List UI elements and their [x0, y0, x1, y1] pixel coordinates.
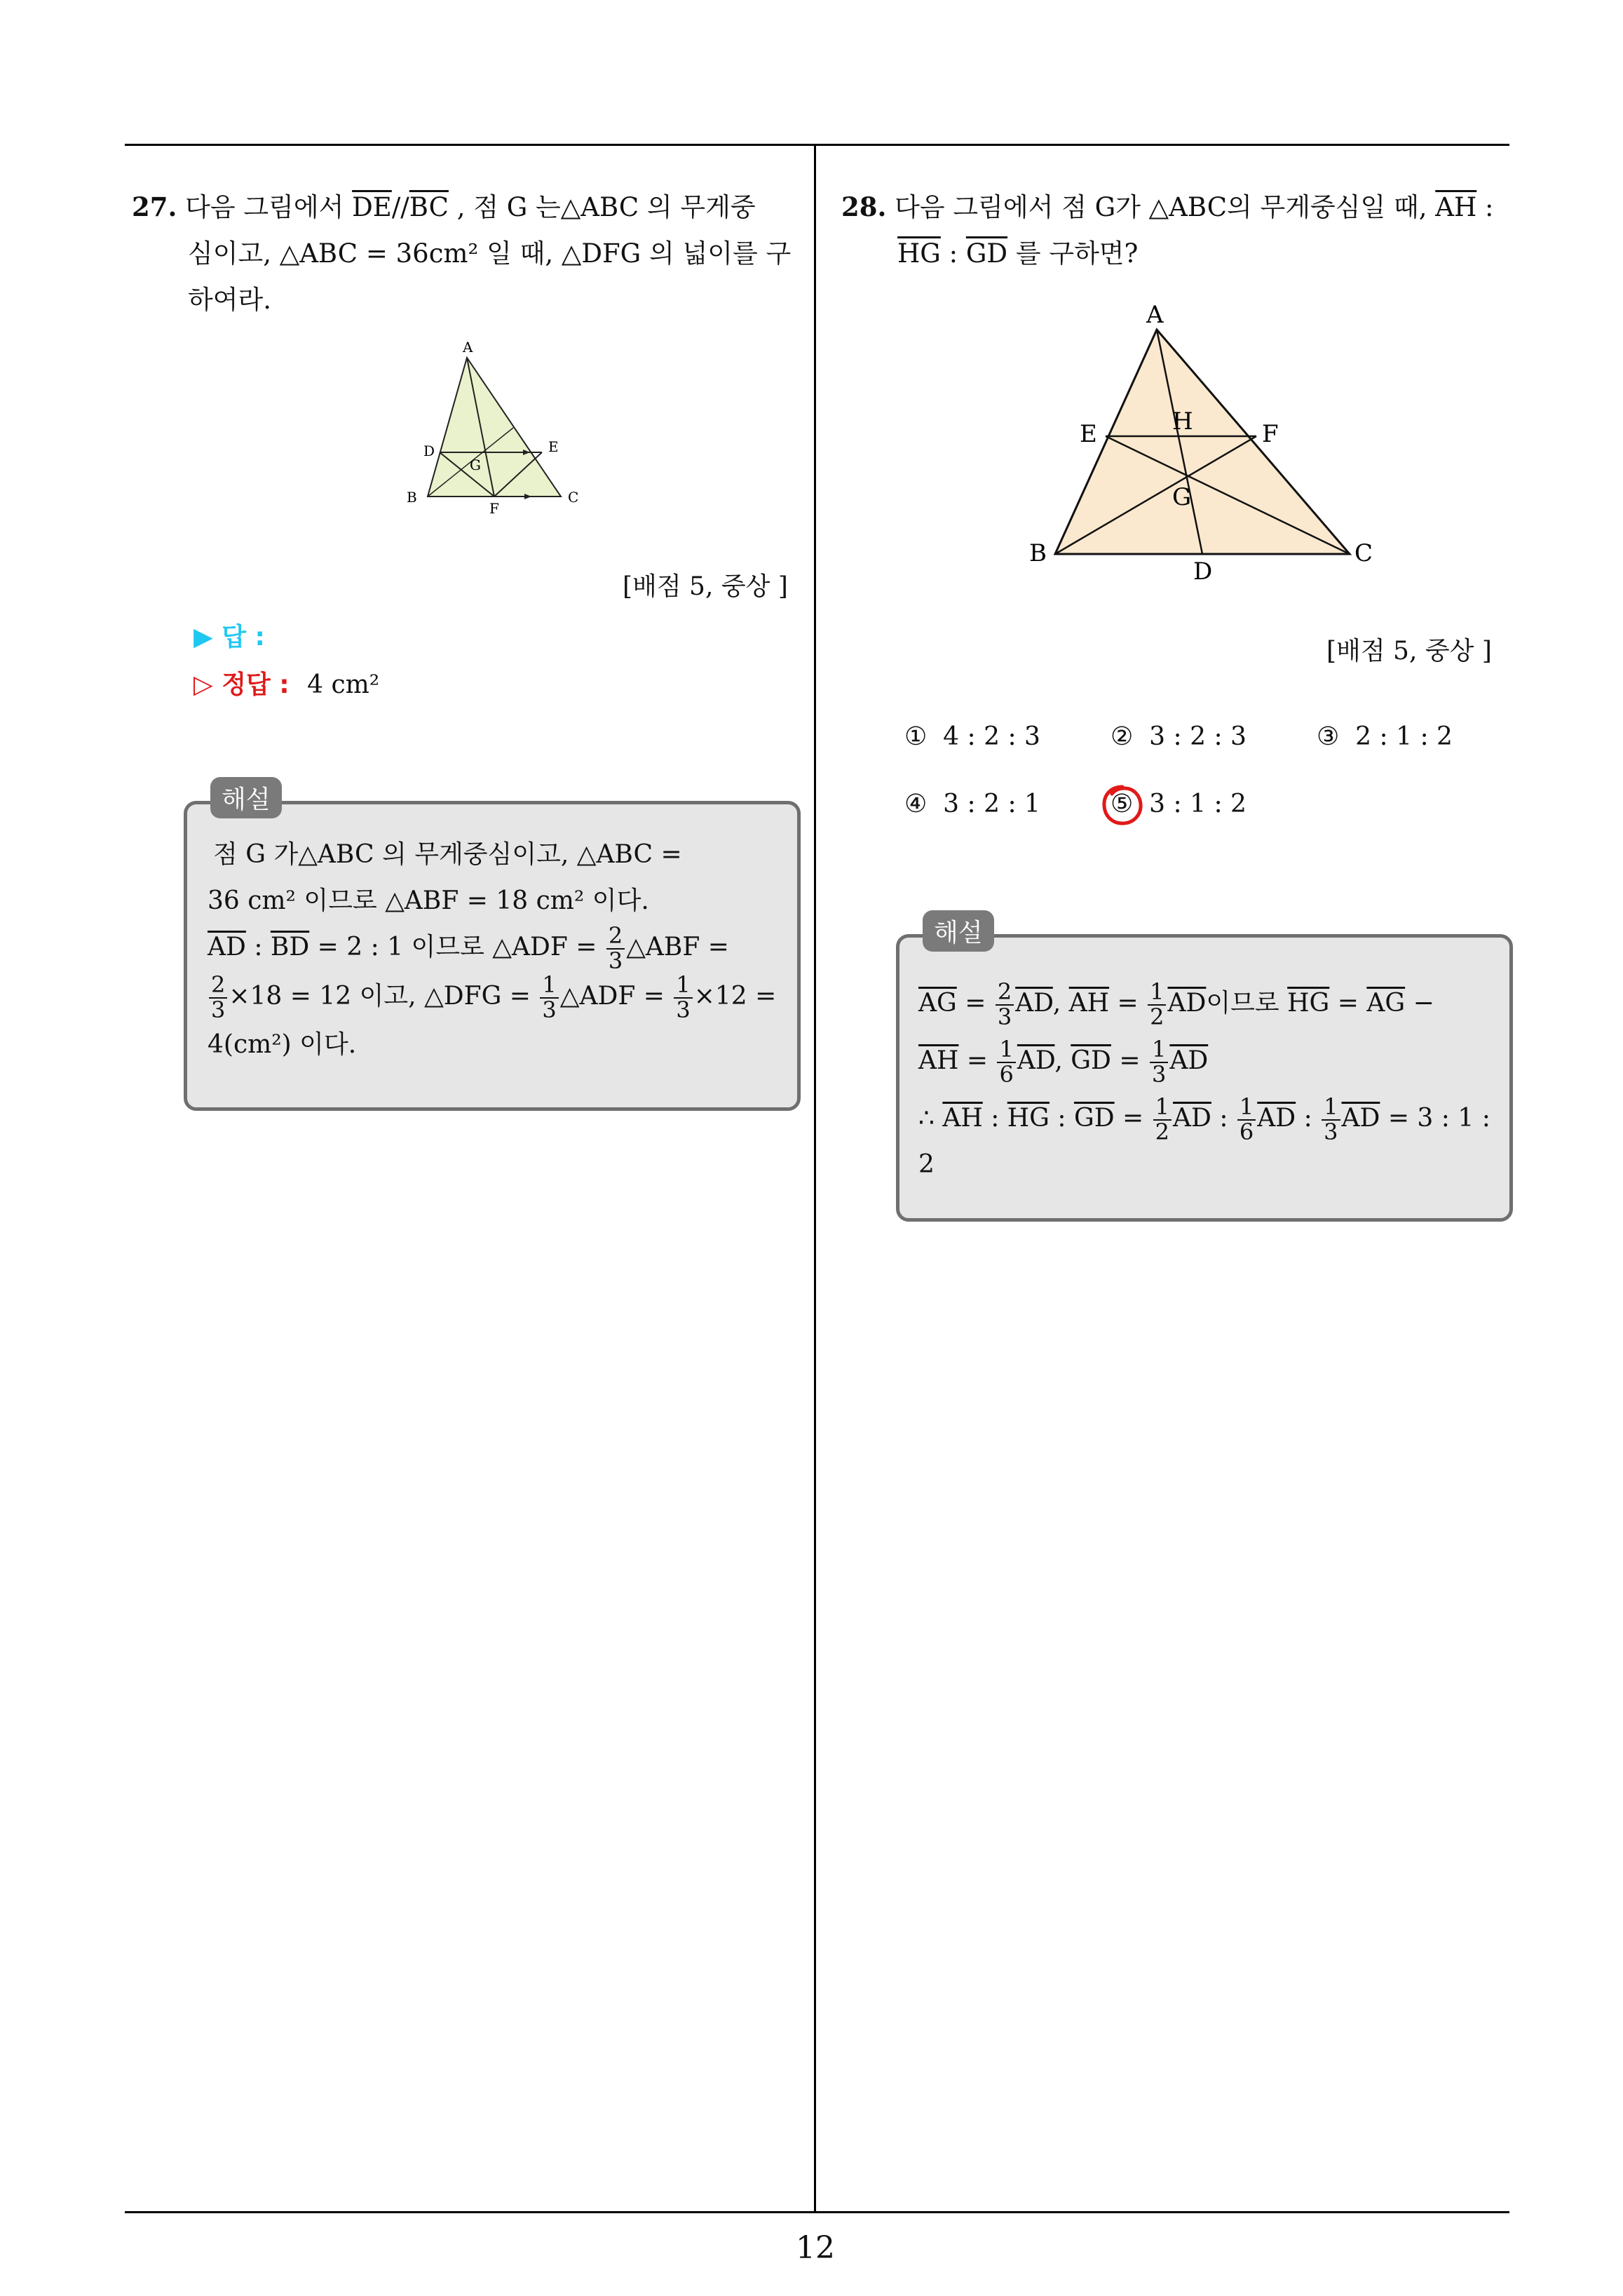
- q27-figure: [393, 337, 603, 519]
- q28-sol-frac-1-3b: [1322, 1095, 1340, 1144]
- equals: =: [1114, 1104, 1152, 1133]
- q28-sol-frac-1-3: [1150, 1038, 1168, 1086]
- q28-sol-ad: $\overline{AD}$: [1017, 1046, 1055, 1075]
- colon: :: [1049, 1104, 1074, 1133]
- q27-score: [배점 5, 중상 ]: [623, 572, 788, 601]
- q28-label-b: B: [1029, 539, 1047, 567]
- frac-numerator: 1: [1237, 1095, 1256, 1121]
- q27-correct-value: 4 cm²: [307, 670, 380, 699]
- q28-choice-4[interactable]: [904, 790, 1040, 818]
- q28-label-d: D: [1193, 558, 1213, 586]
- q28-segment-ah: $\overline{AH}$: [1435, 192, 1477, 222]
- page-number: 12: [796, 2230, 835, 2266]
- equals: =: [958, 1046, 996, 1075]
- q28-sol-result: = 3 : 1 :: [1380, 1104, 1490, 1133]
- column-divider: [814, 144, 816, 2213]
- q28-line2-end: 를 구하면?: [1007, 238, 1139, 269]
- q28-score: [배점 5, 중상 ]: [1326, 637, 1492, 666]
- q27-line1-post: , 점 G 는△ABC 의 무게중: [448, 192, 756, 222]
- q28-label-f: F: [1262, 420, 1279, 448]
- choice-mark: ④: [904, 790, 928, 818]
- q28-sol-ad: $\overline{AD}$: [1167, 989, 1207, 1018]
- q27-answer-row[interactable]: [193, 617, 265, 653]
- q28-line2: [841, 231, 1514, 277]
- minus: −: [1405, 989, 1434, 1018]
- q28-sol-line1: [918, 975, 1493, 1032]
- frac-numerator: 2: [606, 924, 625, 950]
- q28-sol-gd: $\overline{GD}$: [1073, 1104, 1115, 1133]
- q27-sol-l4-mid: ×18 = 12 이고, △DFG =: [229, 981, 539, 1011]
- q28-triangle: [1055, 330, 1350, 554]
- q27-line1: [132, 184, 805, 231]
- q28-line1-text: 다음 그림에서 점 G가 △ABC의 무게중심일 때,: [895, 192, 1436, 222]
- frac-denominator: 3: [542, 996, 557, 1023]
- q28-label-c: C: [1354, 539, 1373, 567]
- q28-figure: [1010, 295, 1402, 589]
- q28-sol-gd: $\overline{GD}$: [1071, 1046, 1111, 1075]
- q27-sol-l4-mid2: △ADF =: [559, 981, 673, 1011]
- q28-choice-3[interactable]: [1317, 722, 1453, 751]
- q27-sol-colon: :: [245, 933, 271, 961]
- q27-solution-body: [208, 832, 779, 1068]
- comma: ,: [1052, 989, 1069, 1018]
- frac-numerator: 1: [1150, 1038, 1168, 1063]
- q28-colon: :: [940, 238, 966, 269]
- frac-denominator: 3: [1151, 1061, 1167, 1088]
- q28-label-e: E: [1080, 420, 1097, 448]
- q28-sol-frac-2-3: [996, 980, 1014, 1029]
- q27-label-b: B: [407, 489, 417, 506]
- q27-sol-frac-c: [674, 973, 692, 1022]
- q27-label-g: G: [470, 457, 481, 473]
- frac-denominator: 3: [676, 996, 691, 1023]
- q28-sol-ad: $\overline{AD}$: [1015, 989, 1053, 1018]
- frac-numerator: 1: [674, 973, 692, 999]
- q28-sol-ag: $\overline{AG}$: [1366, 989, 1406, 1018]
- q27-text: [132, 184, 805, 323]
- q27-solution-tag: 해설: [210, 777, 282, 818]
- q28-sol-line2: [918, 1032, 1493, 1090]
- frac-numerator: 1: [540, 973, 558, 999]
- frac-denominator: 2: [1150, 1004, 1164, 1030]
- frac-numerator: 2: [209, 973, 227, 999]
- q27-parallel: //: [391, 192, 409, 222]
- frac-denominator: 3: [608, 947, 623, 974]
- q27-sol-l3-end: △ABF =: [626, 933, 729, 961]
- q27-sol-line4: [208, 973, 779, 1022]
- frac-numerator: 1: [997, 1038, 1015, 1063]
- q27-line1-pre: 다음 그림에서: [185, 192, 353, 222]
- q28-label-g: G: [1172, 483, 1192, 511]
- q27-label-a: A: [463, 339, 473, 356]
- q27-sol-line1: 점 G 가△ABC 의 무게중심이고, △ABC =: [213, 840, 682, 869]
- q27-label-d: D: [423, 443, 435, 459]
- q28-sol-hg: $\overline{HG}$: [1007, 1104, 1050, 1133]
- frac-denominator: 3: [997, 1004, 1012, 1030]
- frac-denominator: 2: [1155, 1119, 1169, 1145]
- choice-mark: ①: [904, 722, 928, 751]
- q27-triangle: [428, 358, 561, 497]
- colon: :: [1211, 1104, 1236, 1133]
- q27-sol-line2: 36 cm² 이므로 △ABF = 18 cm² 이다.: [208, 886, 649, 915]
- q28-choice-2[interactable]: [1111, 722, 1247, 751]
- q27-sol-l4-end: ×12 =: [693, 981, 777, 1011]
- frac-numerator: 1: [1153, 1095, 1172, 1121]
- choice-mark: ②: [1111, 722, 1134, 751]
- choice-mark: ③: [1317, 722, 1340, 751]
- q28-number: 28.: [841, 191, 887, 222]
- frac-denominator: 6: [1239, 1119, 1254, 1145]
- q28-text: [841, 184, 1514, 277]
- q28-sol-ag: $\overline{AG}$: [918, 989, 957, 1018]
- q27-sol-frac-a: [209, 973, 227, 1022]
- q28-sol-ah: $\overline{AH}$: [942, 1104, 983, 1133]
- q28-sol-ad: $\overline{AD}$: [1169, 1046, 1209, 1075]
- equals: =: [1329, 989, 1367, 1018]
- q28-correct-circle-icon: [1099, 783, 1146, 829]
- q28-sol-ah: $\overline{AH}$: [918, 1046, 959, 1075]
- q27-label-c: C: [568, 489, 579, 506]
- q28-sol-line3: [918, 1090, 1493, 1147]
- q27-label-e: E: [548, 438, 559, 455]
- equals: =: [956, 989, 994, 1018]
- q28-solution-tag: 해설: [923, 910, 994, 952]
- q28-sol-ad: $\overline{AD}$: [1341, 1104, 1380, 1133]
- q28-sol-frac-1-6b: [1237, 1095, 1256, 1144]
- comma: ,: [1054, 1046, 1071, 1075]
- q27-sol-ad: $\overline{AD}$: [208, 933, 246, 961]
- q28-segment-hg: $\overline{HG}$: [897, 238, 941, 269]
- colon: :: [1296, 1104, 1321, 1133]
- q28-segment-gd: $\overline{GD}$: [965, 238, 1008, 269]
- q28-line1-end: :: [1476, 192, 1494, 222]
- therefore-symbol: ∴: [918, 1104, 943, 1133]
- q27-sol-frac-b: [540, 973, 558, 1022]
- top-rule: [125, 144, 1509, 146]
- frac-numerator: 1: [1148, 980, 1166, 1006]
- q28-label-h: H: [1172, 407, 1193, 435]
- q28-solution-body: [918, 975, 1493, 1182]
- q28-sol-ad: $\overline{AD}$: [1173, 1104, 1211, 1133]
- frac-numerator: 2: [996, 980, 1014, 1006]
- q27-segment-bc: $\overline{BC}$: [409, 192, 449, 222]
- q28-choice-1[interactable]: [904, 722, 1040, 751]
- q27-answer-label: ▶ 답 :: [193, 623, 265, 651]
- q28-sol-ad: $\overline{AD}$: [1257, 1104, 1296, 1133]
- equals: =: [1109, 989, 1147, 1018]
- q27-correct-row: [193, 665, 379, 701]
- choice-text: 2 : 1 : 2: [1355, 722, 1453, 751]
- choice-text: 3 : 2 : 3: [1149, 722, 1247, 751]
- q27-segment-de: $\overline{DE}$: [352, 192, 392, 222]
- q27-sol-l3-rest: = 2 : 1 이므로 △ADF =: [309, 933, 605, 961]
- bottom-rule: [125, 2211, 1509, 2213]
- choice-mark: ⑤: [1111, 790, 1134, 818]
- q27-line2: 심이고, △ABC = 36cm² 일 때, △DFG 의 넓이를 구: [188, 238, 792, 269]
- q27-sol-bd: $\overline{BD}$: [270, 933, 310, 961]
- equals: =: [1111, 1046, 1148, 1075]
- choice-text: 3 : 2 : 1: [943, 790, 1040, 818]
- q28-label-a: A: [1146, 301, 1164, 329]
- q28-sol-frac-1-2: [1148, 980, 1166, 1029]
- q27-sol-line5: 4(cm²) 이다.: [208, 1030, 357, 1060]
- q28-sol-frac-1-2b: [1153, 1095, 1172, 1144]
- q28-sol-line4: 2: [918, 1150, 935, 1179]
- q28-sol-imeuro: 이므로: [1206, 989, 1288, 1018]
- q28-line1: [841, 184, 1514, 231]
- q28-sol-ah: $\overline{AH}$: [1068, 989, 1110, 1018]
- choice-text: 3 : 1 : 2: [1149, 790, 1247, 818]
- q27-correct-label: ▷ 정답 :: [193, 670, 290, 699]
- q28-sol-hg: $\overline{HG}$: [1287, 989, 1330, 1018]
- colon: :: [982, 1104, 1007, 1133]
- frac-denominator: 6: [999, 1061, 1014, 1088]
- q27-label-f: F: [489, 500, 499, 517]
- frac-denominator: 3: [1324, 1119, 1338, 1145]
- q27-line3: 하여라.: [188, 285, 271, 315]
- q28-sol-frac-1-6: [997, 1038, 1015, 1086]
- frac-denominator: 3: [211, 996, 226, 1023]
- q27-sol-line3: [208, 924, 779, 973]
- choice-text: 4 : 2 : 3: [943, 722, 1040, 751]
- frac-numerator: 1: [1322, 1095, 1340, 1121]
- q27-sol-frac-2-3: [606, 924, 625, 973]
- q27-number: 27.: [132, 191, 177, 222]
